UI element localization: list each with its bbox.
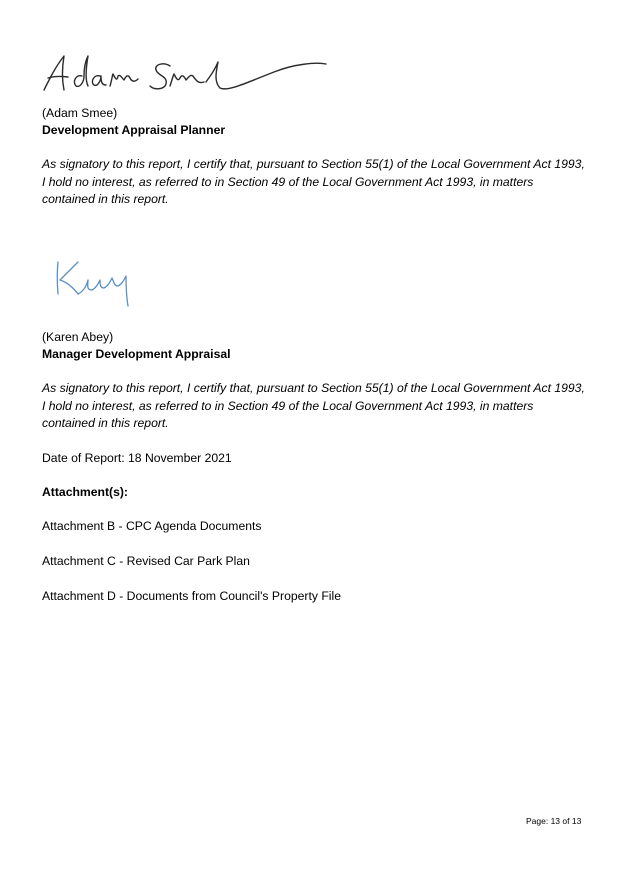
attachment-item: Attachment D - Documents from Council's Property File bbox=[42, 589, 341, 603]
report-date: Date of Report: 18 November 2021 bbox=[42, 451, 232, 465]
page-number: Page: 13 of 13 bbox=[526, 816, 582, 826]
signatory-title: Development Appraisal Planner bbox=[42, 123, 226, 137]
signatory-title: Manager Development Appraisal bbox=[42, 347, 231, 361]
signature-karen-abey bbox=[52, 258, 142, 310]
certification-paragraph: As signatory to this report, I certify that, pursuant to Section 55(1) of the Local Government Act 1993, I hold no interest, as referred to in Section 49 of the Local Government Act 1993, in matters contained in this report. bbox=[42, 157, 585, 206]
attachment-item: Attachment B - CPC Agenda Documents bbox=[42, 519, 262, 533]
certification-paragraph: As signatory to this report, I certify that, pursuant to Section 55(1) of the Local Government Act 1993, I hold no interest, as referred to in Section 49 of the Local Government Act 1993, in matters contained in this report. bbox=[42, 381, 585, 430]
signatory-name: (Karen Abey) bbox=[42, 330, 114, 344]
attachments-heading: Attachment(s): bbox=[42, 485, 128, 499]
signatory-name: (Adam Smee) bbox=[42, 106, 118, 120]
signature-adam-smee bbox=[38, 52, 328, 102]
attachment-item: Attachment C - Revised Car Park Plan bbox=[42, 554, 250, 568]
